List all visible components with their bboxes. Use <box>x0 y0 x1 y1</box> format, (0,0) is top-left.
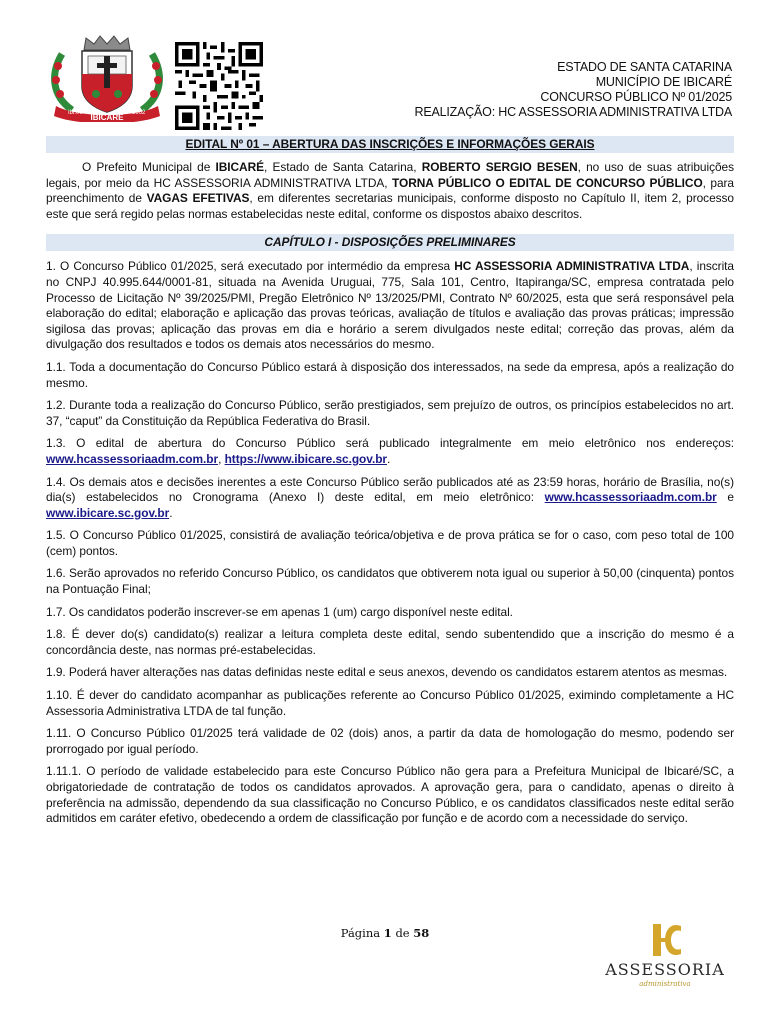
item-1-7: 1.7. Os candidatos poderão inscrever-se em apenas 1 (um) cargo disponível neste edital. <box>46 604 513 619</box>
chapter-title: CAPÍTULO I - DISPOSIÇÕES PRELIMINARES <box>264 235 516 250</box>
item-1-11: 1.11. O Concurso Público 01/2025 terá validade de 02 (dois) anos, a partir da data de homologação do mesmo, podendo ser prorrogado por igual período. <box>46 726 734 756</box>
svg-text:1962: 1962 <box>132 110 146 116</box>
item-1-9: 1.9. Poderá haver alterações nas datas definidas neste edital e seus anexos, devendo os candidatos estarem atentos as mesmas. <box>46 665 728 680</box>
header-contest: CONCURSO PÚBLICO Nº 01/2025 <box>540 90 732 104</box>
item-1-6: 1.6. Serão aprovados no referido Concurso Público, os candidatos que obtiverem nota igual ou superior à 50,00 (cinquenta) pontos na Pontuação Final; <box>46 566 734 597</box>
header-state: ESTADO DE SANTA CATARINA <box>557 60 732 74</box>
intro-paragraph: O Prefeito Municipal de IBICARÉ, Estado de Santa Catarina, ROBERTO SERGIO BESEN, no uso de suas atribuições legais, por meio da HC ASSESSORIA ADMINISTRATIVA LTDA, TORNA PÚBLICO O EDITAL DE CONCURSO PÚBLICO, para preenchimento de VAGAS EFETIVAS, em diferentes secretarias municipais, conforme disposto no Capítulo II, item 2, processo este que será regido pelas normas estabelecidas neste edital, conforme os dispostos abaixo descritos. <box>46 160 734 221</box>
logo-subtitle: administrativa <box>639 980 691 988</box>
item-1: 1. O Concurso Público 01/2025, será executado por intermédio da empresa HC ASSESSORIA ADMINISTRATIVA LTDA, inscrita no CNPJ 40.995.644/0001-81, situada na Avenida Uruguai, 775, Sala 101, Centro, Itapiranga/SC, empresa contratada pelo Processo de Licitação Nº 39/2025/PMI, Pregão Eletrônico Nº 13/2025/PMI, Contrato Nº 60/2025, esta que será responsável pela elaboração do edital; elaboração e aplicação das provas teóricas, avaliação de títulos e avaliação das provas práticas; impressão sigilosa das provas; aplicação das provas em dia e horário a serem divulgados neste edital; correção das provas, além da divulgação dos resultados e todos os demais atos necessários do mesmo. <box>46 259 734 352</box>
svg-text:Ibi.06: Ibi.06 <box>68 110 83 116</box>
link-hcassessoria-2[interactable]: www.hcassessoriaadm.com.br <box>544 490 717 505</box>
header-info <box>415 60 732 120</box>
item-1-2: 1.2. Durante toda a realização do Concurso Público, serão prestigiados, sem prejuízo de outros, os princípios estabelecidos no art. 37, “caput” da Constituição da República Federativa do Brasil. <box>46 398 734 428</box>
hc-assessoria-logo <box>595 920 735 1000</box>
document-header <box>0 0 770 130</box>
edital-title: EDITAL Nº 01 – ABERTURA DAS INSCRIÇÕES E INFORMAÇÕES GERAIS <box>185 137 595 151</box>
item-1-4: 1.4. Os demais atos e decisões inerentes a este Concurso Público serão publicados até as 23:59 horas, horário de Brasília, no(s) dia(s) estabelecidos no Cronograma (Anexo I) deste edital, em meio eletrônico: www.hcassessoriaadm.com.br e www.ibicare.sc.gov.br. <box>46 474 734 520</box>
item-1-8: 1.8. É dever do(s) candidato(s) realizar a leitura completa deste edital, sendo subentendido que a inscrição do mesmo é a concordância deste, nas normas pré-estabelecidas. <box>46 627 734 657</box>
hc-logo-mark <box>595 920 735 962</box>
link-ibicare[interactable]: www.ibicare.sc.gov.br <box>46 505 170 520</box>
item-1-1: 1.1. Toda a documentação do Concurso Público estará à disposição dos interessados, na sede da empresa, após a realização do mesmo. <box>46 359 734 390</box>
item-1-11-1: 1.11.1. O período de validade estabelecido para este Concurso Público não gera para a Prefeitura Municipal de Ibicaré/SC, a obrigatoriedade de contratação de todos os candidatos aprovados. A aprovação gera, para o candidato, apenas o direito à preferência na admissão, dependendo da sua classificação no Concurso Público, e os candidatos classificados neste edital serão admitidos em caráter efetivo, obedecendo a ordem de classificação por função e de acordo com a necessidade do serviço. <box>46 764 734 826</box>
header-organizer: REALIZAÇÃO: HC ASSESSORIA ADMINISTRATIVA LTDA <box>414 105 732 119</box>
header-municipality: MUNICÍPIO DE IBICARÉ <box>595 75 732 89</box>
item-1-10: 1.10. É dever do candidato acompanhar as publicações referente ao Concurso Público 01/2025, eximindo completamente a HC Assessoria Administrativa LTDA de tal função. <box>46 688 734 718</box>
link-ibicare-https[interactable]: https://www.ibicare.sc.gov.br <box>224 451 387 466</box>
item-1-5: 1.5. O Concurso Público 01/2025, consistirá de avaliação teórica/objetiva e de prova prática se for o caso, com peso total de 100 (cem) pontos. <box>46 528 734 558</box>
chapter-title-bar <box>46 234 734 251</box>
svg-text:IBICARÉ: IBICARÉ <box>90 113 124 122</box>
document-body <box>46 136 734 834</box>
page-number: Página 1 de 58 <box>340 926 430 940</box>
municipal-coat-of-arms <box>48 34 166 122</box>
item-1-3: 1.3. O edital de abertura do Concurso Público será publicado integralmente em meio eletrônico nos endereços: www.hcassessoriaadm.com.br, https://www.ibicare.sc.gov.br. <box>46 436 734 466</box>
logo-text: ASSESSORIA <box>605 960 725 979</box>
edital-title-bar <box>46 136 734 153</box>
qr-code <box>175 42 263 130</box>
link-hcassessoria[interactable]: www.hcassessoriaadm.com.br <box>46 451 219 466</box>
